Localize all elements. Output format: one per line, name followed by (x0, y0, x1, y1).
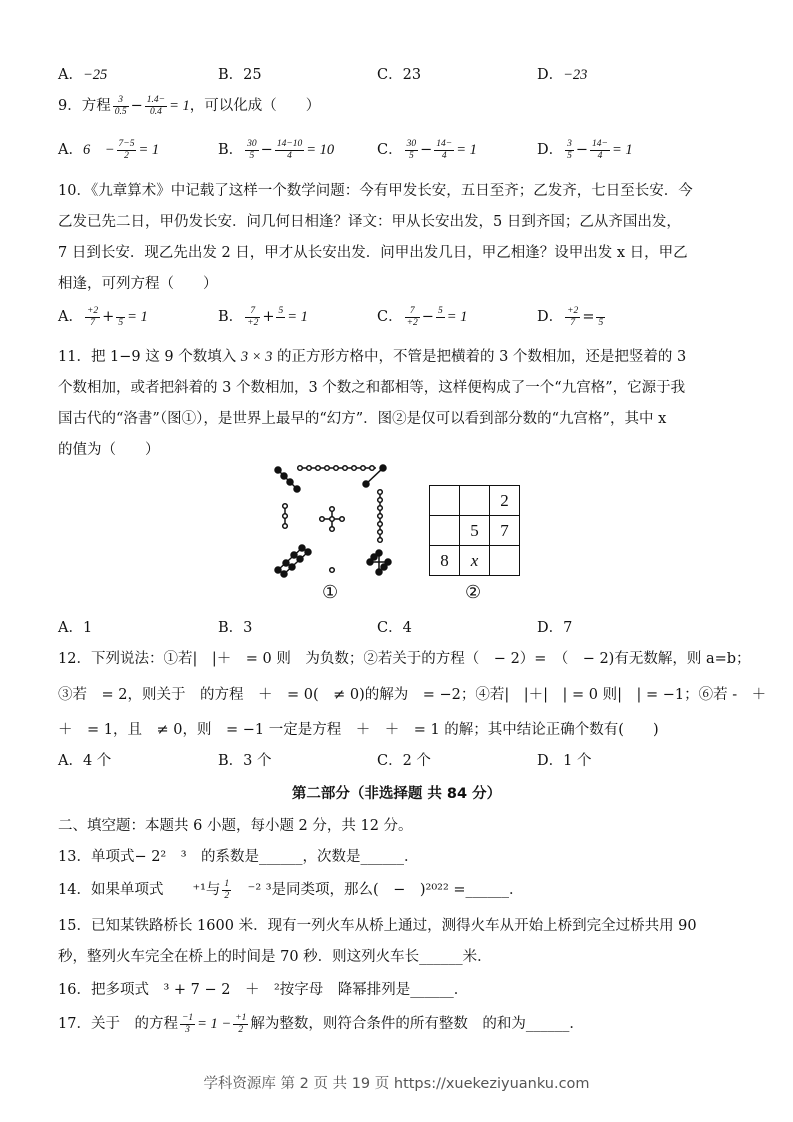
q15-line-1: 15．已知某铁路桥长 1600 米．现有一列火车从桥上通过，测得火车从开始上桥到完全过桥共用 90 (58, 918, 697, 934)
grid-cell: 2 (490, 486, 520, 516)
q9-stem: 9．方程 $\frac{3}{0.5}$ − $\frac{1.4-}{0.4}$ = 1，可以化成（ ） (58, 94, 321, 117)
q11-option-a: A．1 (58, 620, 93, 636)
q11-option-c: C．4 (377, 620, 412, 636)
section2-heading: 二、填空题：本题共 6 小题，每小题 2 分，共 12 分。 (58, 818, 413, 834)
figure-2-label: ② (465, 582, 482, 603)
q11-line-1: 11．把 1−9 这 9 个数填入 3 × 3 的正方形方格中，不管是把横着的 3 个数相加，还是把竖着的 3 (58, 349, 687, 365)
q16: 16．把多项式 ³ + 7 − 2 ＋ ²按字母 降幂排列是______． (58, 982, 469, 998)
q10-line-2: 乙发已先二日，甲仍发长安．问几何日相逢？译文：甲从长安出发，5 日到齐国；乙从齐国出发， (58, 214, 681, 230)
q13: 13．单项式− 2² ³ 的系数是______，次数是______． (58, 849, 419, 865)
grid-cell: x (460, 546, 490, 576)
q14: 14．如果单项式 ⁺¹与 $\frac{1}{2}$ ⁻² ³是同类项，那么( − )²⁰²² =______． (58, 878, 524, 901)
luoshu-figure (270, 462, 400, 580)
q12-option-c: C．2 个 (377, 753, 431, 769)
q17: 17．关于 的方程 $\frac{-1}{3}$ = 1 − $\frac{+1}{2}$ 解为整数，则符合条件的所有整数 的和为______． (58, 1012, 584, 1035)
q10-line-1: 10．《九章算术》中记载了这样一个数学问题：今有甲发长安，五日至齐；乙发齐，七日至长安．今 (58, 183, 693, 199)
q12-line-2: ③若 = 2，则关于 的方程 ＋ = 0( ≠ 0)的解为 = −2；④若| |＋| | = 0 则| | = −1；⑥若 - ＋ (58, 687, 767, 703)
q11-line-3: 国古代的“洛書”（图①），是世界上最早的“幻方”．图②是仅可以看到部分数的“九宫格”，其中 x (58, 411, 667, 427)
q15-line-2: 秒，整列火车完全在桥上的时间是 70 秒．则这列火车长______米． (58, 949, 492, 965)
q12-option-b: B．3 个 (218, 753, 272, 769)
q12-option-a: A．4 个 (58, 753, 112, 769)
q10-option-d: D． $\frac{+2}{7}$ = 5 (537, 305, 604, 328)
q9-option-d: D． $\frac{3}{5}$ − $\frac{14-}{4}$ = 1 (537, 138, 633, 161)
grid-cell: 8 (430, 546, 460, 576)
part2-title: 第二部分（非选择题 共 84 分） (291, 786, 502, 802)
grid-cell: 7 (490, 516, 520, 546)
q10-option-b: B． $\frac{7}{+2}$ + 5 = 1 (218, 305, 308, 328)
q11-option-d: D．7 (537, 620, 573, 636)
q11-line-4: 的值为（ ） (58, 442, 160, 458)
grid-cell: 5 (460, 516, 490, 546)
page-footer: 学科资源库 第 2 页 共 19 页 https://xuekeziyuanku.com (203, 1076, 590, 1092)
grid-cell (490, 546, 520, 576)
q9-option-a: A．6 − $\frac{7-5}{2}$ = 1 (58, 138, 160, 161)
q10-line-3: 7 日到长安．现乙先出发 2 日，甲才从长安出发．问甲出发几日，甲乙相逢？设甲出发 x 日，甲乙 (58, 245, 688, 261)
q9-option-c: C． $\frac{30}{5}$ − $\frac{14-}{4}$ = 1 (377, 138, 477, 161)
q8-option-a: A．−25 (58, 67, 108, 83)
q10-option-c: C． $\frac{7}{+2}$ − 5 = 1 (377, 305, 468, 328)
grid-cell (430, 486, 460, 516)
q10-option-a: A． $\frac{+2}{7}$ + 5 = 1 (58, 305, 148, 328)
q12-line-3: ＋ = 1，且 ≠ 0，则 = −1 一定是方程 ＋ ＋ = 1 的解；其中结论正确个数有( ) (58, 722, 659, 738)
q11-line-2: 个数相加，或者把斜着的 3 个数相加，3 个数之和都相等，这样便构成了一个“九宫格”，它源于我 (58, 380, 686, 396)
q11-option-b: B．3 (218, 620, 253, 636)
q9-option-b: B． $\frac{30}{5}$ − $\frac{14-10}{4}$ = 10 (218, 138, 335, 161)
q12-line-1: 12．下列说法：①若| |＋ = 0 则 为负数；②若关于的方程（ − 2）= （ − 2)有无数解，则 a=b； (58, 651, 751, 667)
q10-line-4: 相逢，可列方程（ ） (58, 276, 218, 292)
q12-option-d: D．1 个 (537, 753, 592, 769)
nine-square-grid (429, 485, 520, 576)
grid-cell (430, 516, 460, 546)
q8-option-d: D．−23 (537, 67, 588, 83)
q8-option-b: B．25 (218, 67, 262, 83)
figure-1-label: ① (322, 582, 339, 603)
grid-cell (460, 486, 490, 516)
q8-option-c: C．23 (377, 67, 422, 83)
